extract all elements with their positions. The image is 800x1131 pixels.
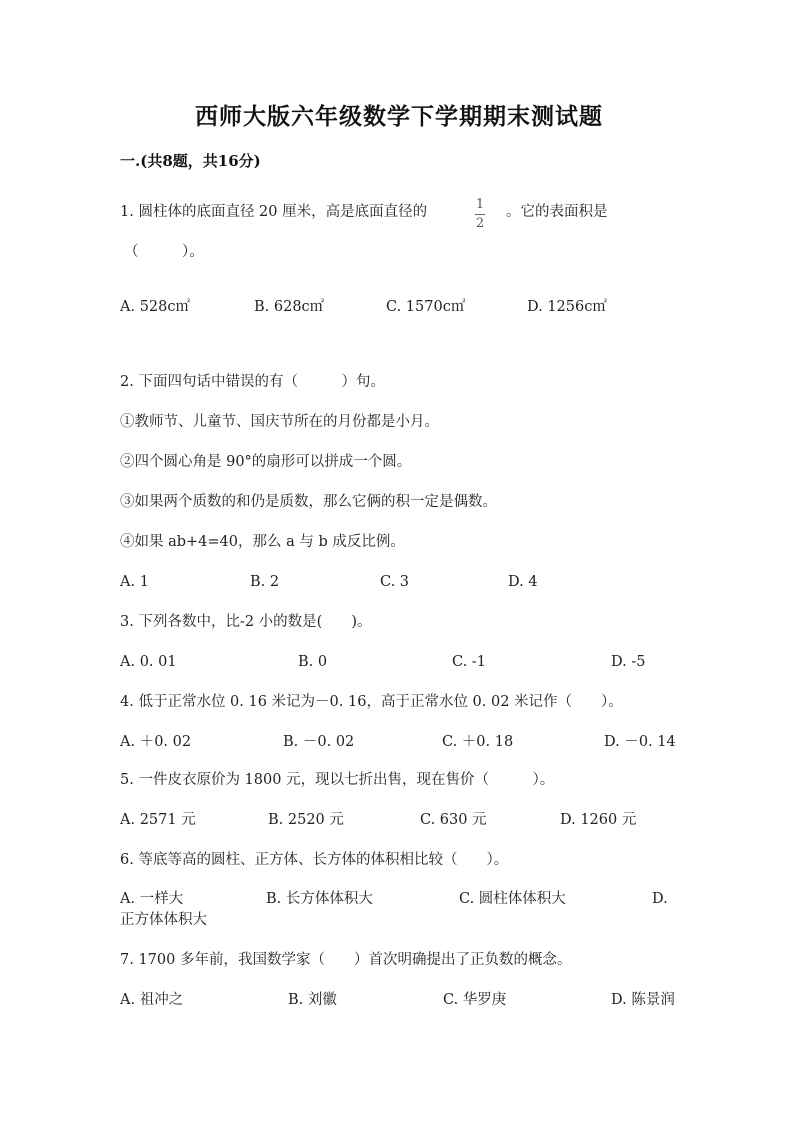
question-1-option-c[interactable]: C. 1570c㎡ bbox=[386, 299, 466, 315]
question-6-option-d[interactable]: D. bbox=[652, 891, 668, 907]
question-2-stem: 2. 下面四句话中错误的有（ ）句。 bbox=[120, 374, 385, 390]
question-6-option-c[interactable]: C. 圆柱体体积大 bbox=[459, 891, 566, 907]
question-7-stem: 7. 1700 多年前，我国数学家（ ）首次明确提出了正负数的概念。 bbox=[120, 952, 572, 968]
question-4-option-b[interactable]: B. －0. 02 bbox=[283, 734, 355, 750]
question-4-option-d[interactable]: D. －0. 14 bbox=[604, 734, 676, 750]
question-2-option-b[interactable]: B. 2 bbox=[250, 574, 280, 590]
question-7-option-a[interactable]: A. 祖冲之 bbox=[120, 992, 184, 1008]
question-3-option-c[interactable]: C. -1 bbox=[452, 654, 486, 670]
fraction-bar bbox=[475, 214, 485, 215]
question-3-option-d[interactable]: D. -5 bbox=[611, 654, 646, 670]
question-7-option-d[interactable]: D. 陈景润 bbox=[611, 992, 675, 1008]
question-5-stem: 5. 一件皮衣原价为 1800 元，现以七折出售，现在售价（ ）。 bbox=[120, 772, 555, 788]
question-5-option-b[interactable]: B. 2520 元 bbox=[268, 812, 344, 828]
question-6-option-a[interactable]: A. 一样大 bbox=[120, 891, 184, 907]
page-title: 西师大版六年级数学下学期期末测试题 bbox=[195, 103, 603, 130]
question-2-option-a[interactable]: A. 1 bbox=[120, 574, 149, 590]
question-5-option-d[interactable]: D. 1260 元 bbox=[560, 812, 637, 828]
question-7-option-c[interactable]: C. 华罗庚 bbox=[443, 992, 507, 1008]
question-1-answer-blank: （ ）。 bbox=[124, 244, 204, 260]
fraction-denominator: 2 bbox=[475, 216, 485, 231]
fraction-numerator: 1 bbox=[475, 197, 485, 212]
question-7-option-b[interactable]: B. 刘徽 bbox=[288, 992, 337, 1008]
question-2-statement-4: ④如果 ab+4=40，那么 a 与 b 成反比例。 bbox=[120, 534, 405, 550]
question-6-stem: 6. 等底等高的圆柱、正方体、长方体的体积相比较（ ）。 bbox=[120, 852, 509, 868]
question-1-option-d[interactable]: D. 1256c㎡ bbox=[527, 299, 607, 315]
question-6-option-b[interactable]: B. 长方体体积大 bbox=[266, 891, 373, 907]
question-3-option-b[interactable]: B. 0 bbox=[298, 654, 328, 670]
question-1-option-b[interactable]: B. 628c㎡ bbox=[254, 299, 325, 315]
question-1-option-a[interactable]: A. 528c㎡ bbox=[120, 299, 190, 315]
question-3-stem: 3. 下列各数中，比-2 小的数是( )。 bbox=[120, 614, 372, 630]
question-2-statement-3: ③如果两个质数的和仍是质数，那么它俩的积一定是偶数。 bbox=[120, 494, 497, 510]
question-4-option-c[interactable]: C. ＋0. 18 bbox=[442, 734, 514, 750]
question-2-option-d[interactable]: D. 4 bbox=[508, 574, 538, 590]
question-2-option-c[interactable]: C. 3 bbox=[380, 574, 410, 590]
question-4-stem: 4. 低于正常水位 0. 16 米记为－0. 16，高于正常水位 0. 02 米记作（ ）。 bbox=[120, 694, 623, 710]
question-1-stem-continued: 。它的表面积是 bbox=[506, 204, 608, 220]
section-heading: 一.(共8题，共16分) bbox=[120, 152, 261, 170]
question-4-option-a[interactable]: A. ＋0. 02 bbox=[120, 734, 192, 750]
question-1-stem: 1. 圆柱体的底面直径 20 厘米，高是底面直径的 bbox=[120, 204, 428, 220]
question-3-option-a[interactable]: A. 0. 01 bbox=[120, 654, 177, 670]
question-2-statement-2: ②四个圆心角是 90°的扇形可以拼成一个圆。 bbox=[120, 454, 412, 470]
fraction-one-half bbox=[475, 198, 485, 231]
question-5-option-c[interactable]: C. 630 元 bbox=[420, 812, 487, 828]
question-2-statement-1: ①教师节、儿童节、国庆节所在的月份都是小月。 bbox=[120, 414, 439, 430]
question-6-option-d-text[interactable]: 正方体体积大 bbox=[120, 912, 207, 928]
question-5-option-a[interactable]: A. 2571 元 bbox=[120, 812, 196, 828]
